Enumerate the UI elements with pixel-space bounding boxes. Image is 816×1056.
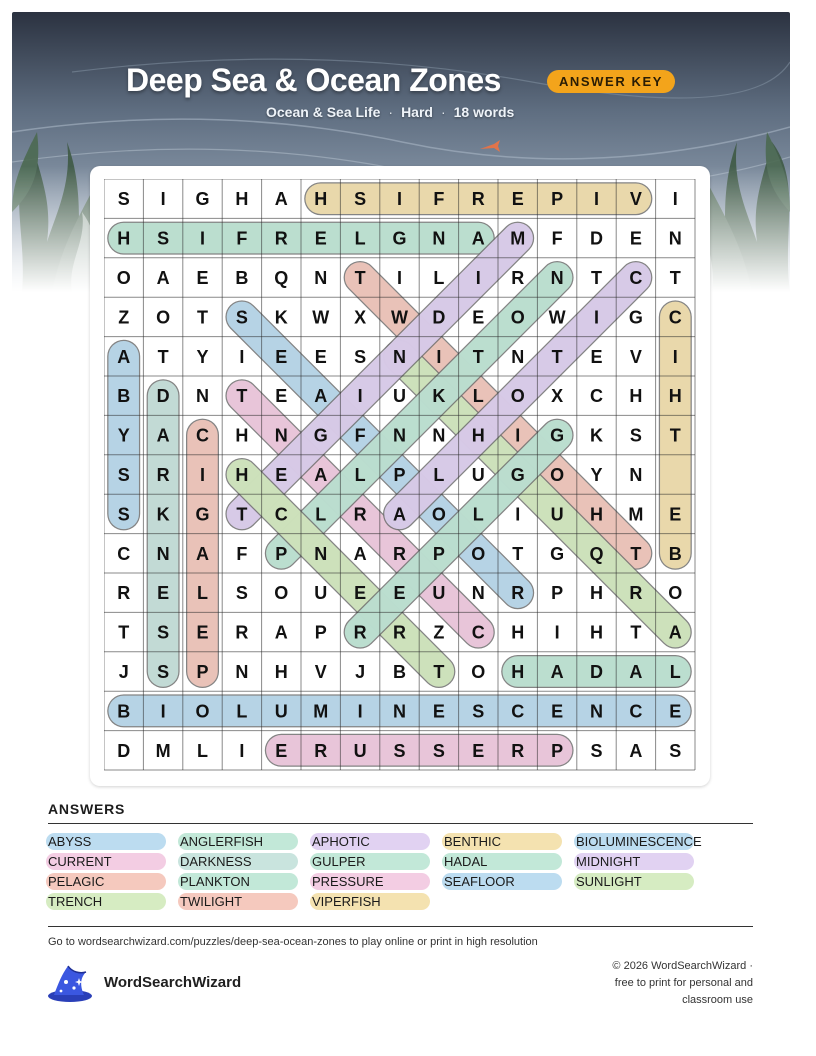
grid-letter: M [510, 228, 526, 249]
grid-letter: S [235, 583, 248, 604]
grid-letter: C [590, 386, 603, 407]
grid-letter: A [156, 268, 170, 288]
grid-letter: A [668, 622, 682, 643]
grid-letter: E [393, 583, 406, 604]
grid-letter: P [275, 543, 288, 564]
grid-letter: H [235, 465, 249, 485]
grid-letter: Z [433, 622, 445, 643]
grid-letter: E [669, 701, 682, 722]
answer-word [576, 853, 640, 870]
grid-letter: C [117, 543, 131, 564]
answer-label: VIPERFISH [312, 894, 381, 909]
grid-letter: T [669, 268, 681, 288]
answers-heading: ANSWERS [48, 801, 126, 817]
grid-letter: C [274, 504, 288, 525]
grid-letter: S [157, 228, 170, 249]
grid-letter: E [196, 622, 209, 643]
answer-label: GULPER [312, 854, 366, 869]
grid-letter: D [432, 307, 446, 328]
grid-letter: O [471, 662, 486, 682]
grid-letter: A [117, 346, 131, 367]
grid-letter: M [155, 740, 171, 761]
grid-letter: I [593, 307, 600, 328]
grid-letter: G [510, 465, 525, 485]
answer-word [444, 833, 501, 850]
grid-letter: H [590, 622, 603, 643]
grid-letter: A [156, 425, 170, 446]
word-search-grid [104, 179, 696, 771]
grid-letter: I [593, 189, 600, 210]
grid-letter: I [515, 504, 521, 525]
answer-label: PELAGIC [48, 874, 105, 889]
answer-word [180, 893, 242, 910]
grid-letter: U [314, 583, 328, 604]
grid-letter: U [274, 701, 288, 722]
grid-letter: G [313, 425, 328, 446]
grid-letter: C [629, 701, 643, 722]
grid-letter: X [551, 386, 564, 407]
grid-letter: P [551, 583, 564, 604]
grid-letter: N [156, 543, 170, 564]
grid-letter: A [274, 189, 288, 210]
grid-letter: H [117, 228, 131, 249]
grid-letter: H [314, 189, 328, 210]
grid-letter: A [196, 543, 209, 564]
grid-letter: A [629, 740, 643, 761]
grid-letter: A [314, 465, 328, 485]
grid-letter: F [551, 228, 563, 249]
grid-letter: T [669, 425, 681, 446]
grid-letter: B [393, 662, 406, 682]
grid-letter: N [393, 346, 406, 367]
grid-letter: T [236, 504, 248, 525]
grid-letter: E [275, 346, 288, 367]
answer-word [48, 833, 91, 850]
grid-letter: P [196, 662, 209, 682]
grid-letter: T [591, 268, 602, 288]
grid-letter: H [235, 425, 249, 446]
grid-letter: L [197, 583, 208, 604]
category-label: Ocean & Sea Life [266, 104, 381, 120]
answer-label: PRESSURE [312, 874, 384, 889]
grid-letter: T [354, 268, 366, 288]
grid-letter: D [117, 740, 131, 761]
grid-letter: U [471, 465, 485, 485]
grid-letter: E [472, 307, 485, 328]
answer-label: SEAFLOOR [444, 874, 515, 889]
wizard-hat-icon [46, 962, 94, 1004]
grid-letter: L [236, 701, 248, 722]
answer-label: APHOTIC [312, 834, 370, 849]
puzzle-meta [266, 104, 514, 120]
grid-letter: H [590, 583, 603, 604]
grid-letter: N [314, 543, 328, 564]
grid-letter: I [357, 701, 363, 722]
difficulty-label: Hard [401, 104, 433, 120]
grid-letter: S [393, 740, 406, 761]
grid-letter: G [195, 189, 210, 210]
page-title: Deep Sea & Ocean Zones [126, 62, 501, 98]
grid-letter: J [355, 662, 366, 682]
grid-letter: L [433, 465, 445, 485]
grid-letter: E [472, 740, 485, 761]
grid-letter: N [432, 425, 446, 446]
grid-letter: S [354, 189, 367, 210]
grid-letter: L [669, 662, 681, 682]
grid-letter: A [274, 622, 288, 643]
grid-letter: T [512, 543, 524, 564]
grid-letter: U [550, 504, 564, 525]
grid-letter: O [510, 307, 525, 328]
answer-label: CURRENT [48, 854, 112, 869]
answer-label: TWILIGHT [180, 894, 243, 909]
grid-letter: P [551, 740, 564, 761]
grid-letter: Q [274, 268, 289, 288]
grid-letter: R [471, 189, 485, 210]
grid-letter: E [314, 346, 327, 367]
copyright-line: free to print for personal and [614, 977, 753, 989]
answer-key-badge: ANSWER KEY [547, 70, 675, 93]
grid-letter: W [391, 307, 408, 328]
grid-letter: V [314, 662, 327, 682]
grid-letter: L [354, 228, 366, 249]
grid-letter: O [195, 701, 210, 722]
grid-letter: T [157, 346, 169, 367]
grid-letter: E [275, 386, 288, 407]
grid-letter: N [432, 228, 446, 249]
grid-letter: E [432, 701, 445, 722]
grid-letter: I [396, 268, 403, 288]
grid-letter: B [668, 543, 682, 564]
grid-letter: I [199, 228, 206, 249]
grid-letter: R [511, 583, 525, 604]
grid-letter: E [354, 583, 367, 604]
grid-letter: T [630, 622, 642, 643]
grid-letter: P [393, 465, 406, 485]
grid-letter: U [393, 386, 406, 407]
grid-letter: I [160, 189, 166, 210]
grid-letter: E [551, 701, 564, 722]
grid-letter: B [117, 386, 131, 407]
grid-letter: O [431, 504, 446, 525]
grid-letter: E [629, 228, 642, 249]
grid-letter: P [551, 189, 564, 210]
grid-letter: U [432, 583, 446, 604]
grid-letter: O [274, 583, 289, 604]
grid-letter: T [472, 346, 484, 367]
grid-letter: H [629, 386, 643, 407]
word-count-label: 18 words [453, 104, 515, 120]
grid-letter: R [511, 268, 525, 288]
grid-letter: O [471, 543, 486, 564]
grid-letter: N [590, 701, 603, 722]
answer-word [180, 873, 250, 890]
grid-letter: A [629, 662, 643, 682]
grid-letter: N [393, 425, 406, 446]
grid-letter: Y [117, 425, 130, 446]
grid-letter: H [511, 662, 525, 682]
grid-letter: H [274, 662, 288, 682]
grid-letter: G [392, 228, 407, 249]
answer-word [48, 893, 102, 910]
grid-letter: B [235, 268, 249, 288]
grid-letter: I [396, 189, 403, 210]
grid-letter: Q [589, 543, 604, 564]
grid-letter: E [275, 465, 288, 485]
grid-letter: G [195, 504, 210, 525]
grid-letter: I [436, 346, 442, 367]
answer-word [444, 853, 487, 870]
grid-letter: T [433, 662, 445, 682]
grid-letter: O [550, 465, 565, 485]
grid-letter: K [432, 386, 446, 407]
grid-letter: G [628, 307, 643, 328]
answer-word [48, 853, 112, 870]
grid-letter: C [629, 268, 643, 288]
grid-letter: N [471, 583, 485, 604]
grid-letter: S [629, 425, 642, 446]
grid-letter: R [393, 622, 406, 643]
grid-letter: Y [590, 465, 603, 485]
grid-letter: E [314, 228, 327, 249]
grid-letter: V [629, 189, 642, 210]
grid-letter: R [314, 740, 328, 761]
answer-word [312, 893, 381, 910]
answer-label: BENTHIC [444, 834, 502, 849]
grid-letter: V [629, 346, 642, 367]
grid-letter: E [196, 268, 209, 288]
answer-word [312, 833, 370, 850]
grid-letter: R [353, 622, 367, 643]
grid-letter: H [235, 189, 249, 210]
answer-label: DARKNESS [180, 854, 252, 869]
grid-letter: H [668, 386, 682, 407]
grid-letter: N [393, 701, 406, 722]
grid-letter: D [156, 386, 170, 407]
grid-letter: S [117, 189, 130, 210]
answer-label: MIDNIGHT [576, 854, 641, 869]
answer-word [312, 873, 384, 890]
grid-letter: F [354, 425, 366, 446]
grid-letter: R [353, 504, 367, 525]
grid-letter: O [156, 307, 171, 328]
grid-letter: C [668, 307, 682, 328]
grid-letter: A [471, 228, 485, 249]
grid-letter: R [274, 228, 288, 249]
grid-letter: S [432, 740, 445, 761]
grid-letter: U [353, 740, 367, 761]
play-online-note: Go to wordsearchwizard.com/puzzles/deep-sea-ocean-zones to play online or print in high resolution [48, 936, 538, 948]
grid-letter: J [118, 662, 129, 682]
grid-letter: R [156, 465, 170, 485]
grid-letter: S [157, 622, 170, 643]
grid-letter: G [550, 425, 565, 446]
grid-letter: I [357, 386, 363, 407]
grid-letter: K [590, 425, 603, 446]
grid-letter: I [554, 622, 560, 643]
grid-letter: S [472, 701, 485, 722]
grid-letter: H [511, 622, 525, 643]
answer-label: HADAL [444, 854, 488, 869]
grid-letter: Z [118, 307, 130, 328]
grid-letter: N [550, 268, 564, 288]
grid-letter: S [235, 307, 248, 328]
grid-letter: S [157, 662, 170, 682]
grid-letter: T [551, 346, 563, 367]
grid-letter: L [472, 504, 484, 525]
meta-separator: · [440, 104, 446, 120]
grid-letter: S [590, 740, 603, 761]
grid-letter: W [312, 307, 330, 328]
grid-letter: A [550, 662, 564, 682]
grid-letter: C [511, 701, 525, 722]
grid-letter: Y [196, 346, 209, 367]
grid-letter: N [629, 465, 643, 485]
grid-letter: I [672, 346, 678, 367]
answer-label: ANGLERFISH [180, 834, 264, 849]
grid-letter: N [274, 425, 288, 446]
brand-name: WordSearchWizard [104, 974, 242, 991]
grid-letter: F [236, 543, 248, 564]
copyright-note [583, 958, 753, 1009]
grid-letter: N [314, 268, 328, 288]
grid-letter: S [117, 504, 130, 525]
grid-letter: S [354, 346, 367, 367]
grid-letter: R [629, 583, 643, 604]
grid-letter: A [314, 386, 328, 407]
grid-letter: N [668, 228, 682, 249]
grid-letter: T [630, 543, 642, 564]
grid-letter: O [510, 386, 525, 407]
answer-word [180, 853, 252, 870]
grid-letter: I [475, 268, 481, 288]
grid-letter: D [590, 662, 603, 682]
grid-letter: A [393, 504, 406, 525]
grid-letter: G [550, 543, 565, 564]
grid-letter: K [156, 504, 170, 525]
grid-letter: A [353, 543, 367, 564]
answer-word [576, 873, 642, 890]
grid-letter: H [471, 425, 485, 446]
answer-label: ABYSS [48, 834, 92, 849]
grid-letter: R [511, 740, 525, 761]
grid-letter: P [314, 622, 327, 643]
copyright-line: © 2026 WordSearchWizard · [612, 960, 753, 972]
answer-word [180, 833, 263, 850]
grid-letter: L [315, 504, 327, 525]
copyright-line: classroom use [682, 994, 753, 1006]
grid-letter: K [274, 307, 288, 328]
grid-letter: T [197, 307, 208, 328]
answer-label: PLANKTON [180, 874, 250, 889]
grid-letter: C [471, 622, 485, 643]
grid-letter: N [196, 386, 209, 407]
grid-letter: H [590, 504, 603, 525]
grid-letter: I [160, 701, 166, 722]
answer-word [312, 853, 365, 870]
answer-label: BIOLUMINESCENCE [576, 834, 702, 849]
grid-letter: W [548, 307, 566, 328]
answer-word [48, 873, 104, 890]
answer-label: TRENCH [48, 894, 103, 909]
grid-letter: T [236, 386, 248, 407]
grid-letter: L [197, 740, 208, 761]
grid-letter: M [313, 701, 329, 722]
grid-letter: L [354, 465, 366, 485]
answer-label: SUNLIGHT [576, 874, 642, 889]
grid-letter: E [157, 583, 170, 604]
grid-letter: S [669, 740, 682, 761]
grid-letter: N [511, 346, 525, 367]
grid-letter: I [239, 346, 245, 367]
grid-letter: D [590, 228, 603, 249]
grid-letter: I [515, 425, 521, 446]
footer-divider [48, 926, 753, 927]
grid-letter: I [199, 465, 206, 485]
grid-letter: B [117, 701, 131, 722]
grid-letter: L [472, 386, 484, 407]
grid-letter: M [628, 504, 644, 525]
grid-letter: R [235, 622, 249, 643]
grid-letter: F [433, 189, 445, 210]
answer-word [444, 873, 515, 890]
meta-separator: · [388, 104, 394, 120]
grid-letter: R [117, 583, 131, 604]
grid-letter: C [196, 425, 209, 446]
grid-letter: F [236, 228, 248, 249]
grid-letter: T [118, 622, 130, 643]
grid-letter: O [668, 583, 683, 604]
answer-word [576, 833, 702, 850]
grid-letter: I [239, 740, 245, 761]
grid-letter: I [672, 189, 678, 210]
grid-letter: L [433, 268, 445, 288]
grid-letter: E [275, 740, 288, 761]
grid-letter: X [354, 307, 367, 328]
grid-letter: E [669, 504, 682, 525]
grid-letter: N [235, 662, 249, 682]
grid-letter: E [590, 346, 603, 367]
answers-divider [48, 823, 753, 824]
grid-letter: O [116, 268, 131, 288]
grid-letter: E [511, 189, 524, 210]
grid-letter: R [393, 543, 406, 564]
grid-letter: S [117, 465, 130, 485]
grid-letter: P [432, 543, 445, 564]
